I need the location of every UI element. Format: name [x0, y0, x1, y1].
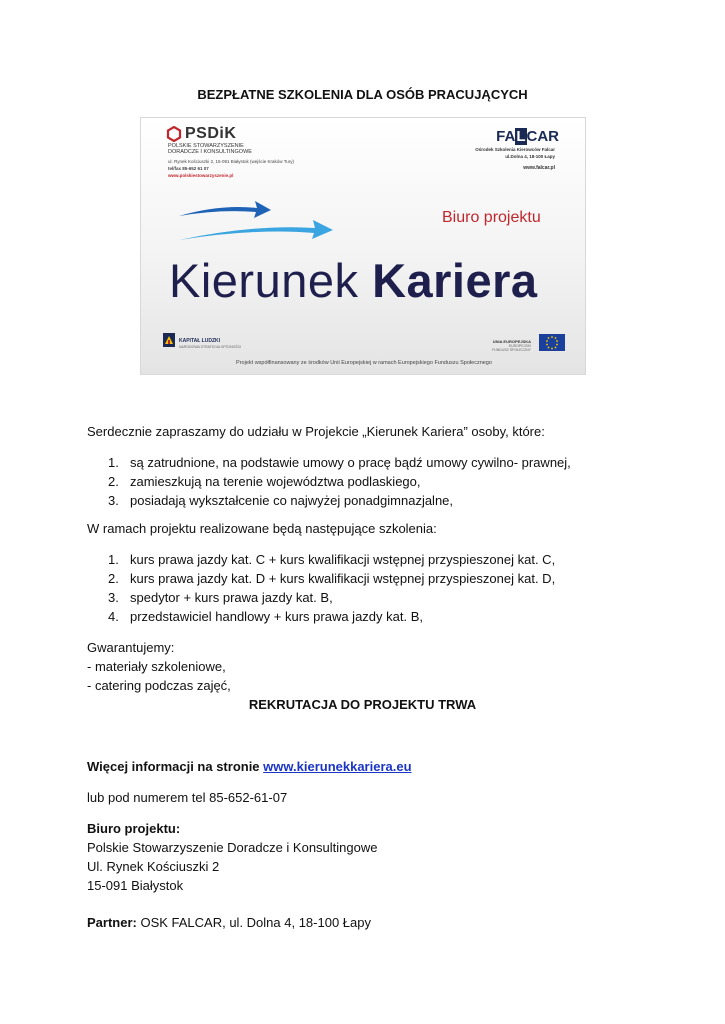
intro-text: Serdecznie zapraszamy do udziału w Projekcie „Kierunek Kariera” osoby, które: [87, 424, 545, 439]
falcar-name-mid: L [516, 128, 526, 145]
falcar-address: ul.Dolna 4, 18-100 Łapy [505, 154, 555, 159]
office-heading: Biuro projektu: [87, 821, 181, 836]
falcar-subtitle: Ośrodek Szkolenia Kierowców Falcar [475, 147, 555, 152]
website-link[interactable]: www.kierunekkariera.eu [263, 759, 412, 774]
psdik-full-name-line2: DORADCZE I KONSULTINGOWE [168, 149, 252, 155]
office-line: 15-091 Białystok [87, 878, 184, 893]
page-heading: BEZPŁATNE SZKOLENIA DLA OSÓB PRACUJĄCYCH [197, 87, 528, 102]
partner-label: Partner: [87, 915, 137, 930]
psdik-name: PSDiK [185, 125, 237, 142]
list-item-number: 3. [108, 493, 119, 508]
kapital-ludzki-label: KAPITAŁ LUDZKI [179, 338, 221, 344]
more-info-label: Więcej informacji na stronie [87, 759, 264, 774]
office-label: Biuro projektu [442, 209, 541, 226]
list-item: posiadają wykształcenie co najwyżej ponadgimnazjalne, [130, 493, 454, 508]
falcar-website: www.falcar.pl [523, 165, 555, 171]
falcar-logo [496, 128, 559, 145]
psdik-phone: tel/fax 85-652 61 07 [168, 166, 209, 171]
psdik-full-name-line1: POLSKIE STOWARZYSZENIE [168, 143, 244, 149]
guarantee-item: - catering podczas zajęć, [87, 678, 231, 693]
list-item: są zatrudnione, na podstawie umowy o pracę bądź umowy cywilno- prawnej, [130, 455, 571, 470]
psdik-address: ul. Rynek Kościuszki 2, 15-091 Białystok (wejście Kraków Tury) [168, 159, 295, 164]
list-item-number: 4. [108, 609, 119, 624]
eu-fund-label-line1: EUROPEJSKI [508, 344, 531, 348]
partner-line [87, 915, 371, 931]
banner-title-light: Kierunek [169, 254, 373, 307]
recruitment-notice: REKRUTACJA DO PROJEKTU TRWA [248, 697, 477, 712]
list-item-number: 1. [108, 552, 119, 567]
project-banner [140, 117, 586, 375]
kapital-ludzki-sub: NARODOWA STRATEGIA SPÓJNOŚCI [179, 345, 242, 349]
eu-fund-label-line2: FUNDUSZ SPOŁECZNY [492, 348, 531, 352]
guarantee-title: Gwarantujemy: [87, 640, 175, 655]
office-line: Polskie Stowarzyszenie Doradcze i Konsultingowe [87, 840, 378, 855]
psdik-logo-icon [166, 126, 182, 142]
trainings-intro: W ramach projektu realizowane będą następujące szkolenia: [87, 521, 437, 536]
list-item: zamieszkują na terenie województwa podlaskiego, [130, 474, 421, 489]
eu-label: UNIA EUROPEJSKA [492, 339, 531, 344]
phone-line: lub pod numerem tel 85-652-61-07 [87, 790, 288, 805]
arrows-graphic-icon [175, 198, 335, 246]
list-item-number: 1. [108, 455, 119, 470]
more-info-line [87, 759, 412, 775]
list-item: przedstawiciel handlowy + kurs prawa jazdy kat. B, [130, 609, 423, 624]
banner-title [169, 253, 538, 308]
list-item: spedytor + kurs prawa jazdy kat. B, [130, 590, 333, 605]
guarantee-item: - materiały szkoleniowe, [87, 659, 226, 674]
list-item-number: 2. [108, 571, 119, 586]
list-item-number: 3. [108, 590, 119, 605]
falcar-name-suffix: CAR [526, 128, 559, 145]
psdik-website: www.polskiestowarzyszenie.pl [168, 173, 234, 178]
office-line: Ul. Rynek Kościuszki 2 [87, 859, 220, 874]
list-item-number: 2. [108, 474, 119, 489]
cofinance-note: Projekt współfinansowany ze środków Unii Europejskiej w ramach Europejskiego Funduszu Społecznego [236, 360, 492, 366]
list-item: kurs prawa jazdy kat. C + kurs kwalifikacji wstępnej przyspieszonej kat. C, [130, 552, 556, 567]
kapital-ludzki-logo-icon [163, 333, 175, 347]
eu-flag-icon [539, 334, 565, 351]
banner-title-bold: Kariera [372, 254, 538, 307]
list-item: kurs prawa jazdy kat. D + kurs kwalifikacji wstępnej przyspieszonej kat. D, [130, 571, 556, 586]
partner-text: OSK FALCAR, ul. Dolna 4, 18-100 Łapy [136, 915, 371, 930]
falcar-name-prefix: FA [496, 128, 516, 145]
